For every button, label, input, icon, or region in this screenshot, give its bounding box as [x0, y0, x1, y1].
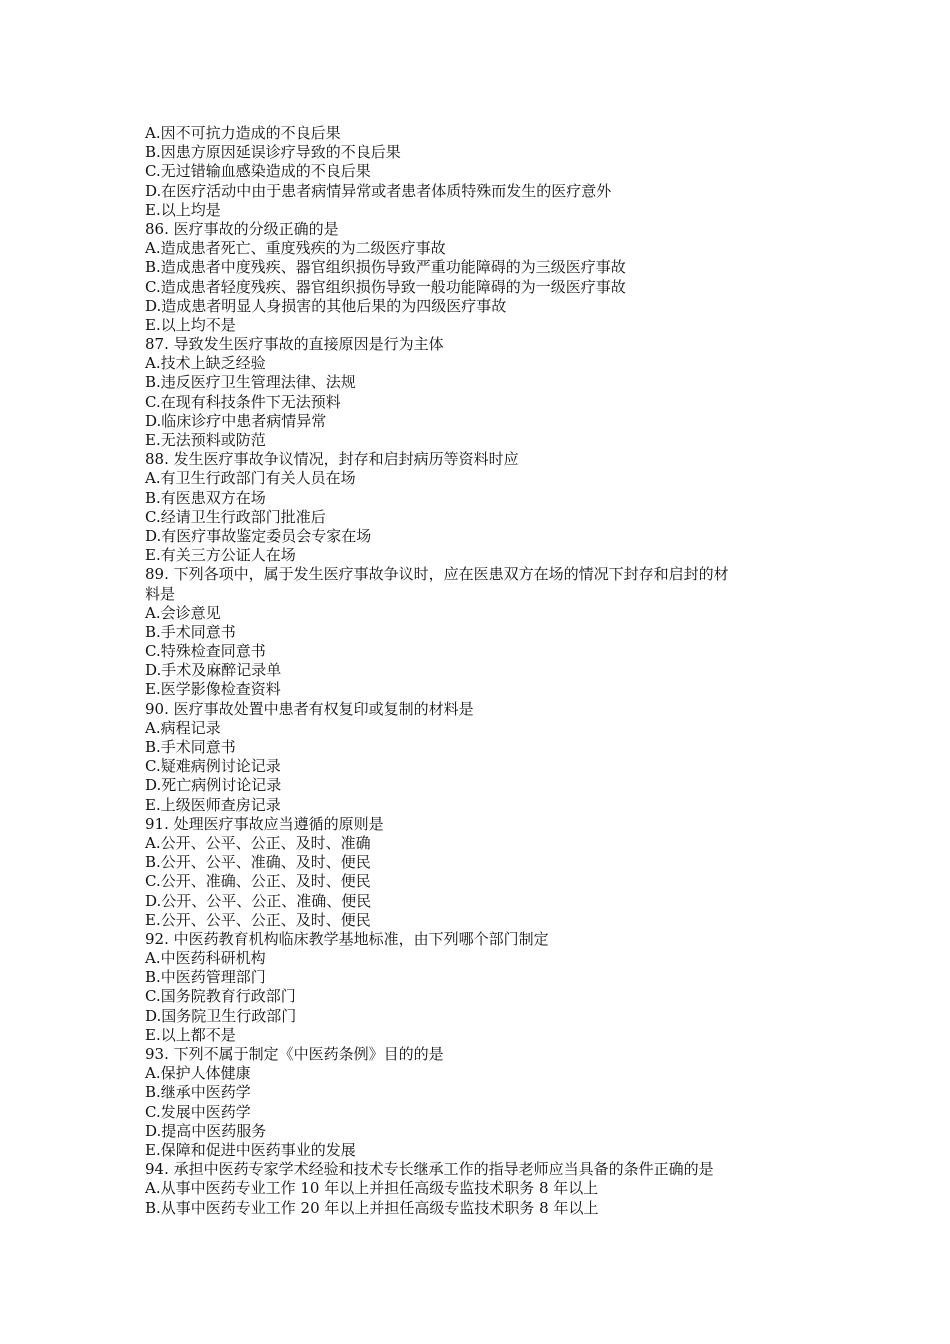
question-87: 87. 导致发生医疗事故的直接原因是行为主体 [145, 335, 444, 354]
option-line: C.经请卫生行政部门批准后 [145, 507, 326, 526]
option-line: B.造成患者中度残疾、器官组织损伤导致严重功能障碍的为三级医疗事故 [145, 258, 626, 277]
option-line: B.因患方原因延误诊疗导致的不良后果 [145, 143, 401, 162]
question-90: 90. 医疗事故处置中患者有权复印或复制的材料是 [145, 699, 474, 718]
question-89: 89. 下列各项中，属于发生医疗事故争议时，应在医患双方在场的情况下封存和启封的材 [145, 565, 729, 584]
option-line: B.违反医疗卫生管理法律、法规 [145, 373, 356, 392]
option-line: D.提高中医药服务 [145, 1121, 267, 1140]
option-line: A.造成患者死亡、重度残疾的为二级医疗事故 [145, 239, 446, 258]
option-line: D.手术及麻醉记录单 [145, 661, 282, 680]
question-94: 94. 承担中医药专家学术经验和技术专长继承工作的指导老师应当具备的条件正确的是 [145, 1160, 714, 1179]
option-line: E.上级医师查房记录 [145, 795, 281, 814]
option-line: D.死亡病例讨论记录 [145, 776, 282, 795]
option-line: A.保护人体健康 [145, 1064, 251, 1083]
option-line: D.国务院卫生行政部门 [145, 1006, 297, 1025]
option-line: D.有医疗事故鉴定委员会专家在场 [145, 526, 372, 545]
option-line: C.造成患者轻度残疾、器官组织损伤导致一般功能障碍的为一级医疗事故 [145, 277, 626, 296]
option-line: B.手术同意书 [145, 622, 236, 641]
question-91: 91. 处理医疗事故应当遵循的原则是 [145, 814, 384, 833]
option-line: E.医学影像检查资料 [145, 680, 281, 699]
option-line: C.在现有科技条件下无法预料 [145, 392, 341, 411]
document-page [145, 124, 815, 1218]
question-93: 93. 下列不属于制定《中医药条例》目的的是 [145, 1045, 444, 1063]
option-line: A.有卫生行政部门有关人员在场 [145, 469, 356, 488]
question-89-continued: 料是 [145, 584, 176, 603]
option-line: C.公开、准确、公正、及时、便民 [145, 872, 371, 891]
option-line: C.特殊检查同意书 [145, 642, 266, 661]
option-line: E.保障和促进中医药事业的发展 [145, 1140, 356, 1159]
option-line: A.公开、公平、公正、及时、准确 [145, 833, 371, 852]
option-line: B.手术同意书 [145, 738, 236, 756]
option-line: D.公开、公平、公正、准确、便民 [145, 891, 372, 910]
option-line: A.技术上缺乏经验 [145, 354, 266, 373]
option-line: C.国务院教育行政部门 [145, 987, 296, 1006]
option-line: B.从事中医药专业工作 20 年以上并担任高级专监技术职务 8 年以上 [145, 1198, 599, 1217]
option-line: B.公开、公平、准确、及时、便民 [145, 853, 371, 872]
question-92: 92. 中医药教育机构临床教学基地标准，由下列哪个部门制定 [145, 929, 549, 948]
option-line: D.在医疗活动中由于患者病情异常或者患者体质特殊而发生的医疗意外 [145, 181, 612, 200]
option-line: E.以上都不是 [145, 1025, 236, 1044]
option-line: A.会诊意见 [145, 603, 221, 622]
question-88: 88. 发生医疗事故争议情况，封存和启封病历等资料时应 [145, 450, 519, 469]
option-line: A.因不可抗力造成的不良后果 [145, 124, 341, 142]
option-line: D.临床诊疗中患者病情异常 [145, 411, 327, 430]
option-line: E.以上均不是 [145, 315, 236, 334]
option-line: C.无过错输血感染造成的不良后果 [145, 162, 371, 181]
option-line: C.疑难病例讨论记录 [145, 757, 281, 776]
option-line: C.发展中医药学 [145, 1102, 251, 1121]
option-line: A.中医药科研机构 [145, 949, 266, 968]
option-line: B.中医药管理部门 [145, 968, 266, 987]
option-line: A.病程记录 [145, 718, 221, 737]
option-line: A.从事中医药专业工作 10 年以上并担任高级专监技术职务 8 年以上 [145, 1179, 599, 1198]
option-line: E.有关三方公证人在场 [145, 546, 296, 565]
option-line: E.无法预料或防范 [145, 431, 266, 449]
option-line: E.公开、公平、公正、及时、便民 [145, 910, 371, 929]
option-line: E.以上均是 [145, 200, 221, 219]
option-line: D.造成患者明显人身损害的其他后果的为四级医疗事故 [145, 296, 507, 315]
option-line: B.继承中医药学 [145, 1083, 251, 1102]
question-86: 86. 医疗事故的分级正确的是 [145, 219, 339, 238]
option-line: B.有医患双方在场 [145, 488, 266, 507]
